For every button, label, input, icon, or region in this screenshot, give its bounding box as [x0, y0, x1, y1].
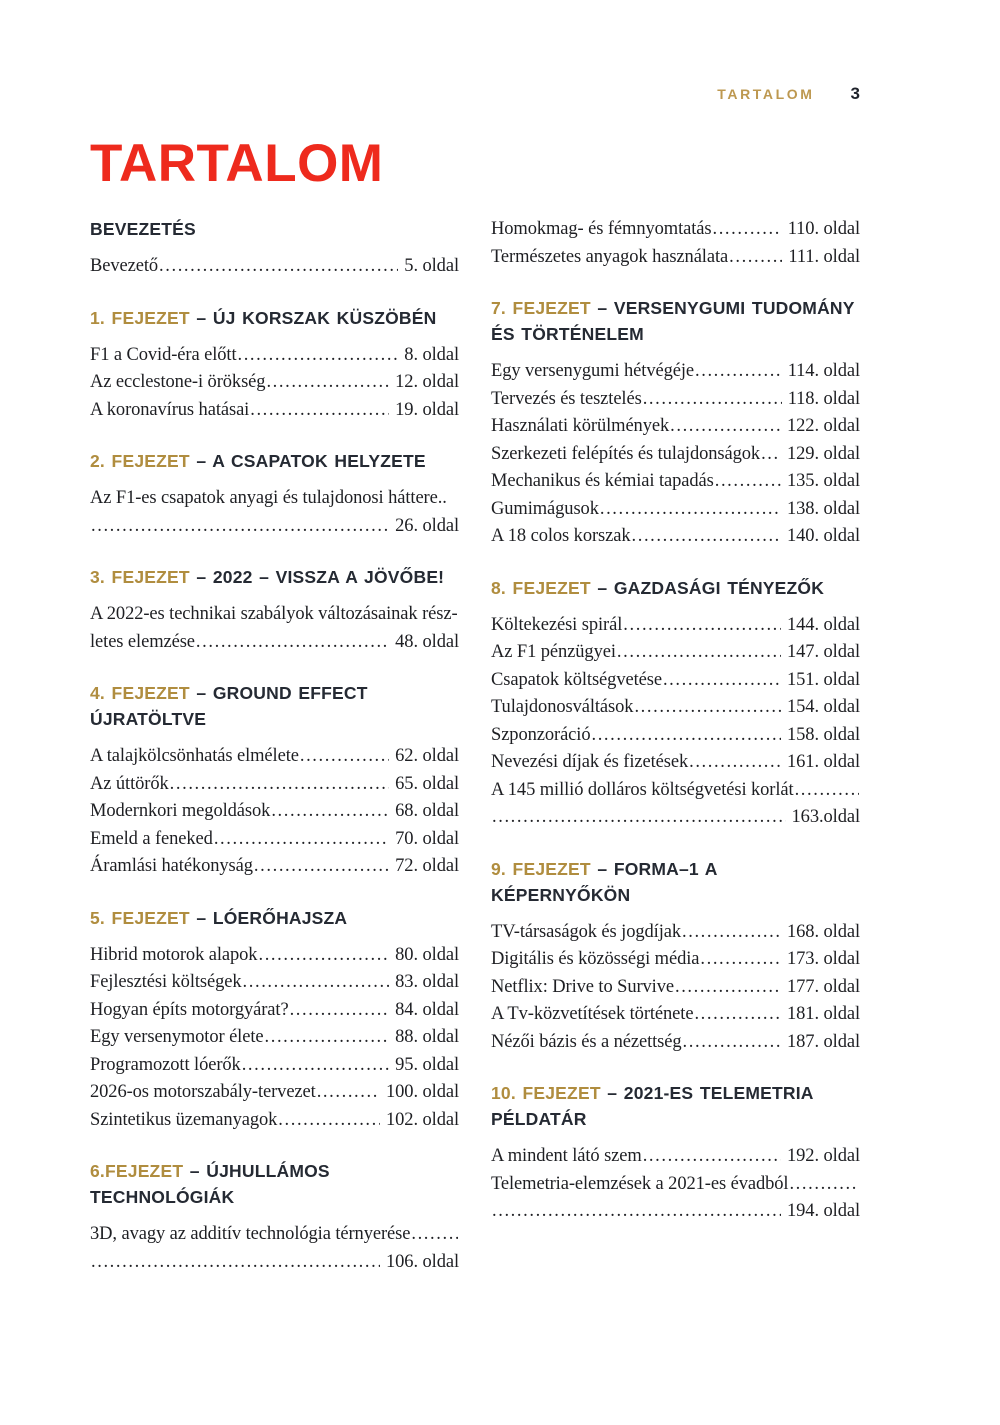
dot-leader [170, 771, 390, 799]
toc-entry-line [90, 1221, 459, 1249]
dot-leader [643, 1143, 781, 1171]
toc-entry-line [491, 777, 860, 805]
toc-entry [90, 1079, 459, 1107]
dot-leader [712, 216, 781, 244]
dot-leader [670, 413, 781, 441]
toc-entry [491, 441, 860, 469]
entry-label: Hibrid motorok alapok [90, 944, 258, 965]
entry-page: 122. oldal [787, 416, 860, 436]
running-header [717, 84, 860, 104]
toc-section [491, 856, 860, 1057]
toc-section [491, 575, 860, 832]
entry-label-continuation: letes elemzése [90, 631, 195, 652]
toc-entry-line [90, 1249, 459, 1277]
entry-label: Egy versenygumi hétvégéje [491, 361, 694, 381]
chapter-title: – ÚJ KORSZAK KÜSZÖBÉN [196, 307, 437, 328]
toc-entry-line [491, 1171, 860, 1199]
entry-page: 19. oldal [395, 399, 459, 420]
chapter-number: 4. FEJEZET [90, 683, 190, 703]
entry-page: 65. oldal [395, 773, 459, 794]
entry-page: 173. oldal [787, 949, 860, 969]
dot-leader [715, 468, 781, 496]
toc-entry [491, 974, 860, 1002]
dot-leader [159, 253, 398, 281]
entry-page: 95. oldal [395, 1054, 459, 1075]
entry-page: 163.oldal [791, 807, 860, 827]
chapter-heading [90, 680, 459, 732]
entry-label: Telemetria-elemzések a 2021-es évadból [491, 1173, 789, 1194]
dot-leader [663, 667, 781, 695]
chapter-heading [90, 905, 459, 931]
toc-entry [90, 1052, 459, 1080]
chapter-title: – 2022 – VISSZA A JÖVŐBE! [196, 567, 445, 587]
chapter-title: – VERSENYGUMI TUDOMÁNY ÉS TÖRTÉNELEM [491, 298, 855, 344]
dot-leader [694, 1001, 781, 1029]
toc-section [90, 564, 459, 656]
dot-leader [632, 523, 782, 551]
entry-page: 135. oldal [787, 471, 860, 491]
toc-entry [90, 969, 459, 997]
dot-leader [258, 942, 389, 970]
chapter-heading [90, 448, 459, 474]
toc-section [90, 905, 459, 1135]
chapter-title: – A CSAPATOK HELYZETE [196, 451, 426, 471]
toc-entry [491, 468, 860, 496]
chapter-title: – GROUND EFFECT ÚJRATÖLTVE [90, 683, 368, 729]
entry-label: Emeld a feneked [90, 828, 213, 849]
entry-label: Szintetikus üzemanyagok [90, 1109, 278, 1130]
entry-page: 68. oldal [395, 801, 459, 821]
toc-entry [491, 413, 860, 441]
entry-page: 100. oldal [386, 1082, 459, 1102]
entry-label: Bevezető [90, 256, 159, 276]
entry-label: Nézői bázis és a nézettség [491, 1031, 682, 1052]
entry-page: 26. oldal [395, 515, 459, 536]
chapter-title: – LÓERŐHAJSZA [196, 907, 348, 928]
column-left [90, 216, 459, 1276]
dot-leader [250, 397, 389, 425]
dot-leader [266, 369, 389, 397]
dot-leader [689, 749, 781, 777]
entry-label: Csapatok költségvetése [491, 669, 662, 690]
toc-entry [491, 612, 860, 640]
entry-label: TV-társaságok és jogdíjak [491, 921, 681, 942]
toc-entry [491, 919, 860, 947]
toc-entry [90, 253, 459, 281]
entry-label: Egy versenymotor élete [90, 1027, 264, 1047]
entry-label: A koronavírus hatásai [90, 399, 250, 420]
chapter-title: BEVEZETÉS [90, 219, 196, 239]
entry-label: Modernkori megoldások [90, 801, 271, 821]
toc-entry [90, 342, 459, 370]
running-header-section: TARTALOM [717, 86, 815, 102]
chapter-number: 2. FEJEZET [90, 451, 190, 471]
toc-entry [491, 667, 860, 695]
dot-leader [789, 1171, 859, 1199]
entry-label: Az F1 pénzügyei [491, 642, 616, 662]
entry-page: 83. oldal [395, 972, 459, 992]
toc-entry [90, 771, 459, 799]
chapter-number: 9. FEJEZET [491, 858, 591, 879]
entry-page: 114. oldal [787, 361, 860, 381]
toc-entry [491, 244, 860, 272]
toc-entry-line [90, 485, 459, 513]
toc-section [90, 305, 459, 425]
entry-page: 84. oldal [395, 999, 459, 1020]
dot-leader [600, 496, 781, 524]
entry-label: Az F1-es csapatok anyagi és tulajdonosi háttere.. [90, 488, 447, 508]
entry-page: 181. oldal [787, 1004, 860, 1024]
chapter-heading [90, 305, 459, 331]
toc-entry [491, 1143, 860, 1171]
entry-page: 194. oldal [787, 1201, 860, 1221]
dot-leader [634, 694, 781, 722]
entry-label: 3D, avagy az additív technológia térnyerése [90, 1224, 411, 1244]
entry-label: Fejlesztési költségek [90, 972, 242, 992]
toc-entry [90, 743, 459, 771]
dot-leader [795, 777, 859, 805]
entry-page: 192. oldal [787, 1146, 860, 1166]
chapter-number: 3. FEJEZET [90, 567, 190, 587]
entry-label: Hogyan építs motorgyárat? [90, 999, 289, 1020]
dot-leader [695, 358, 782, 386]
entry-page: 138. oldal [787, 498, 860, 519]
toc-columns [90, 216, 860, 1276]
toc-entry [491, 946, 860, 974]
dot-leader [242, 1052, 389, 1080]
toc-section [491, 1080, 860, 1226]
entry-page: 168. oldal [787, 921, 860, 942]
toc-entry [491, 1001, 860, 1029]
entry-label: A 18 colos korszak [491, 526, 631, 546]
dot-leader [682, 919, 781, 947]
entry-page: 140. oldal [787, 526, 860, 546]
chapter-heading [491, 856, 860, 908]
entry-page: 72. oldal [395, 856, 459, 876]
toc-entry [90, 853, 459, 881]
entry-label: Az úttörők [90, 773, 169, 794]
chapter-heading [491, 575, 860, 601]
page-title: TARTALOM [90, 134, 384, 193]
toc-entry-line [90, 601, 459, 629]
toc-entry [491, 216, 860, 244]
entry-label: Homokmag- és fémnyomtatás [491, 219, 712, 239]
toc-entry [90, 397, 459, 425]
entry-label: A mindent látó szem [491, 1146, 642, 1166]
chapter-heading [491, 1080, 860, 1132]
entry-label: A 2022-es technikai szabályok változásainak rész- [90, 604, 458, 624]
entry-label: Tervezés és tesztelés [491, 388, 642, 409]
entry-page: 48. oldal [395, 631, 459, 652]
running-header-page-number: 3 [850, 84, 860, 103]
dot-leader [591, 722, 781, 750]
toc-entry [90, 997, 459, 1025]
toc-entry-line [491, 804, 860, 832]
entry-label: 2026-os motorszabály-tervezet [90, 1082, 316, 1102]
chapter-title: – FORMA–1 A KÉPERNYŐKÖN [491, 858, 717, 905]
toc-section [491, 216, 860, 271]
entry-label: A talajkölcsönhatás elmélete [90, 746, 299, 766]
dot-leader [300, 743, 389, 771]
entry-label: Természetes anyagok használata [491, 246, 729, 267]
entry-page: 158. oldal [787, 724, 860, 745]
entry-page: 154. oldal [787, 697, 860, 717]
dot-leader [290, 997, 390, 1025]
chapter-number: 5. FEJEZET [90, 907, 190, 928]
toc-entry [491, 386, 860, 414]
toc-entry [491, 639, 860, 667]
chapter-number: 7. FEJEZET [491, 298, 591, 318]
dot-leader [617, 639, 781, 667]
dot-leader [254, 853, 389, 881]
entry-page: 118. oldal [787, 388, 860, 409]
dot-leader [265, 1024, 390, 1052]
chapter-heading [90, 1158, 459, 1210]
dot-leader [492, 804, 786, 832]
entry-page: 147. oldal [787, 642, 860, 662]
toc-section [491, 295, 860, 551]
chapter-heading [90, 216, 459, 242]
toc-entry [90, 1024, 459, 1052]
entry-label: Szerkezeti felépítés és tulajdonságok [491, 443, 761, 464]
entry-label: Az ecclestone-i örökség [90, 372, 266, 392]
entry-page: 177. oldal [787, 976, 860, 997]
entry-page: 106. oldal [386, 1251, 459, 1272]
entry-page: 129. oldal [787, 443, 860, 464]
entry-label: A Tv-közvetítések története [491, 1004, 694, 1024]
entry-label: Gumimágusok [491, 498, 599, 519]
toc-entry [90, 942, 459, 970]
entry-page: 12. oldal [395, 372, 459, 392]
entry-page: 88. oldal [395, 1027, 459, 1047]
chapter-number: 8. FEJEZET [491, 577, 591, 598]
entry-page: 161. oldal [787, 752, 860, 772]
toc-entry-line [90, 629, 459, 657]
toc-entry [491, 722, 860, 750]
dot-leader [623, 612, 781, 640]
toc-entry [90, 798, 459, 826]
entry-page: 80. oldal [395, 944, 459, 965]
dot-leader [492, 1198, 781, 1226]
entry-label: Mechanikus és kémiai tapadás [491, 471, 714, 491]
toc-entry [90, 1107, 459, 1135]
entry-label: Digitális és közösségi média [491, 949, 700, 969]
entry-page: 151. oldal [787, 669, 860, 690]
entry-page: 144. oldal [787, 614, 860, 635]
chapter-number: 6.FEJEZET [90, 1161, 184, 1181]
entry-page: 110. oldal [787, 219, 860, 239]
chapter-heading [491, 295, 860, 347]
dot-leader [214, 826, 389, 854]
entry-page: 70. oldal [395, 828, 459, 849]
entry-page: 5. oldal [404, 256, 459, 276]
dot-leader [761, 441, 781, 469]
entry-page: 111. oldal [788, 246, 860, 267]
dot-leader [675, 974, 781, 1002]
chapter-title: – 2021-ES TELEMETRIA PÉLDATÁR [491, 1083, 813, 1129]
dot-leader [411, 1221, 458, 1249]
chapter-number: 10. FEJEZET [491, 1083, 601, 1103]
chapter-heading [90, 564, 459, 590]
dot-leader [317, 1079, 380, 1107]
entry-label: Áramlási hatékonyság [90, 856, 253, 876]
toc-section [90, 216, 459, 281]
entry-label: Használati körülmények [491, 416, 670, 436]
column-right [491, 216, 860, 1276]
dot-leader [91, 513, 389, 541]
entry-label: F1 a Covid-éra előtt [90, 344, 237, 365]
dot-leader [683, 1029, 781, 1057]
toc-entry [491, 496, 860, 524]
toc-section [90, 448, 459, 540]
toc-entry [491, 1029, 860, 1057]
chapter-title: – ÚJHULLÁMOS TECHNOLÓGIÁK [90, 1161, 330, 1207]
toc-entry [491, 358, 860, 386]
entry-label: Szponzoráció [491, 724, 591, 745]
dot-leader [729, 244, 782, 272]
toc-section [90, 680, 459, 881]
entry-page: 8. oldal [404, 344, 459, 365]
dot-leader [700, 946, 781, 974]
dot-leader [243, 969, 390, 997]
entry-label: Költekezési spirál [491, 614, 623, 635]
dot-leader [643, 386, 782, 414]
dot-leader [271, 798, 389, 826]
toc-entry [90, 826, 459, 854]
chapter-number: 1. FEJEZET [90, 307, 190, 328]
entry-label: Programozott lóerők [90, 1054, 241, 1075]
toc-section [90, 1158, 459, 1276]
entry-label: Tulajdonosváltások [491, 697, 634, 717]
chapter-title: – GAZDASÁGI TÉNYEZŐK [597, 577, 825, 598]
toc-entry [491, 523, 860, 551]
toc-entry [491, 694, 860, 722]
toc-entry-line [491, 1198, 860, 1226]
toc-entry-line [90, 513, 459, 541]
dot-leader [237, 342, 398, 370]
toc-entry [491, 749, 860, 777]
entry-label: Nevezési díjak és fizetések [491, 752, 689, 772]
dot-leader [278, 1107, 380, 1135]
dot-leader [196, 629, 389, 657]
entry-label: A 145 millió dolláros költségvetési korlát [491, 779, 794, 800]
dot-leader [91, 1249, 380, 1277]
entry-page: 187. oldal [787, 1031, 860, 1052]
entry-page: 102. oldal [386, 1109, 459, 1130]
entry-page: 62. oldal [395, 746, 459, 766]
toc-entry [90, 369, 459, 397]
entry-label: Netflix: Drive to Survive [491, 976, 674, 997]
